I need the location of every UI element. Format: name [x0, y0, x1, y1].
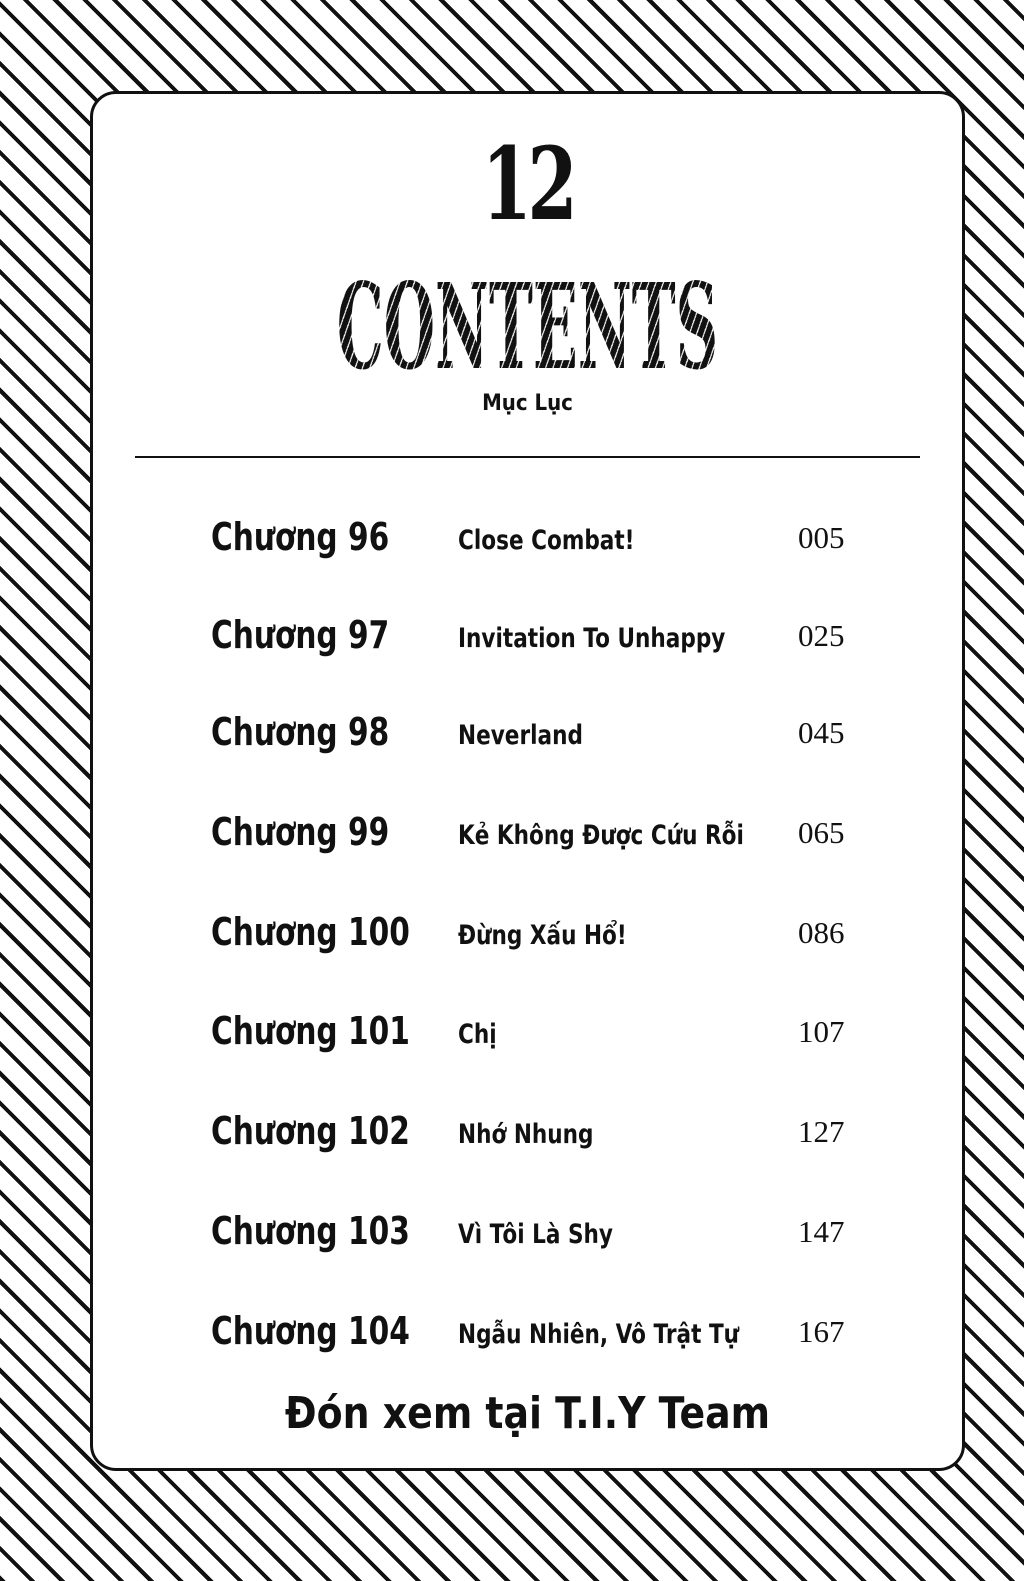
chapter-title: Neverland: [458, 720, 583, 751]
contents-title: [310, 257, 745, 396]
chapter-title: Nhớ Nhung: [458, 1119, 594, 1150]
footer-note: Đón xem tại T.I.Y Team: [284, 1388, 771, 1439]
chapter-label: Chương 104: [211, 1309, 410, 1353]
table-of-contents: [93, 509, 962, 1379]
chapter-label: Chương 97: [211, 613, 390, 657]
chapter-label: Chương 98: [211, 710, 390, 754]
chapter-page: 045: [798, 715, 845, 750]
chapter-title: Chị: [458, 1019, 497, 1050]
chapter-label: Chương 100: [211, 910, 410, 954]
chapter-label: Chương 103: [211, 1209, 410, 1253]
chapter-page: 147: [798, 1214, 845, 1249]
toc-row[interactable]: [93, 804, 962, 864]
chapter-page: 127: [798, 1114, 845, 1149]
toc-row[interactable]: [93, 704, 962, 764]
chapter-title: Close Combat!: [458, 525, 635, 556]
chapter-title: Đừng Xấu Hổ!: [458, 920, 627, 951]
chapter-title: Vì Tôi Là Shy: [458, 1219, 613, 1250]
chapter-page: 005: [798, 520, 845, 555]
chapter-title: Invitation To Unhappy: [458, 623, 726, 654]
chapter-label: Chương 99: [211, 810, 390, 854]
chapter-label: Chương 101: [211, 1009, 410, 1053]
chapter-title: Kẻ Không Được Cứu Rỗi: [458, 820, 744, 851]
divider: [135, 456, 920, 458]
chapter-page: 086: [798, 915, 845, 950]
volume-number: 12: [481, 125, 574, 243]
chapter-page: 065: [798, 815, 845, 850]
contents-panel: [90, 91, 965, 1471]
toc-row[interactable]: [93, 1103, 962, 1163]
toc-row[interactable]: [93, 607, 962, 667]
chapter-title: Ngẫu Nhiên, Vô Trật Tự: [458, 1319, 740, 1350]
chapter-page: 107: [798, 1014, 845, 1049]
toc-row[interactable]: [93, 1003, 962, 1063]
chapter-label: Chương 96: [211, 515, 390, 559]
toc-row[interactable]: [93, 904, 962, 964]
subtitle: Mục Lục: [482, 391, 573, 416]
chapter-label: Chương 102: [211, 1109, 410, 1153]
toc-row[interactable]: [93, 1303, 962, 1363]
contents-title-text: CONTENTS: [336, 257, 719, 396]
chapter-page: 025: [798, 618, 845, 653]
chapter-page: 167: [798, 1314, 845, 1349]
toc-row[interactable]: [93, 509, 962, 569]
toc-row[interactable]: [93, 1203, 962, 1263]
